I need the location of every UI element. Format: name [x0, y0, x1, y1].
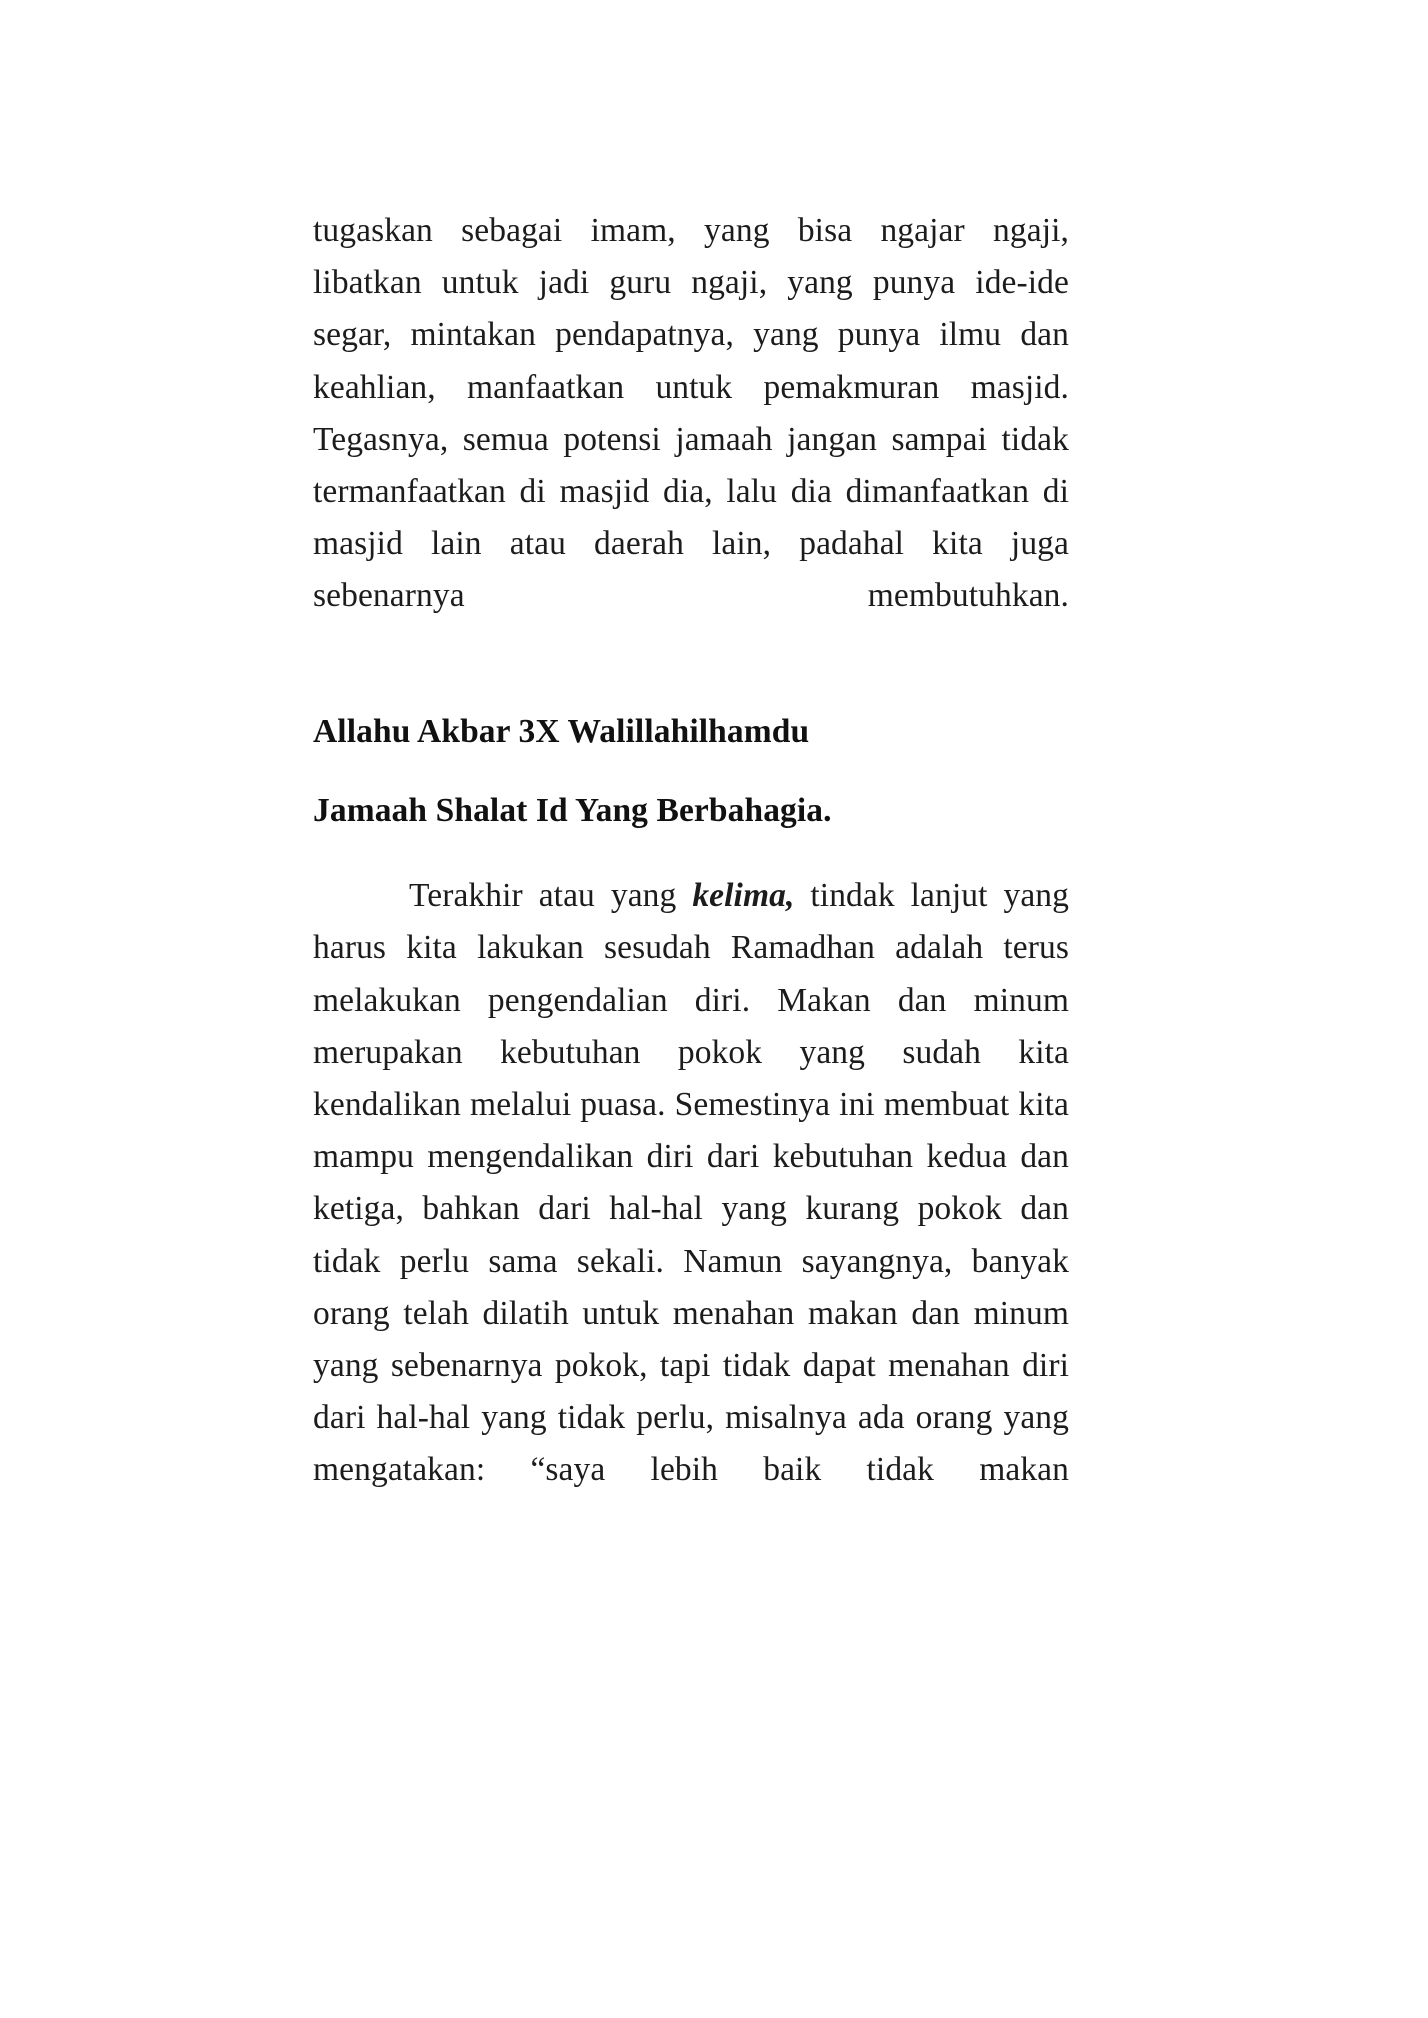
emphasis-kelima: kelima,	[692, 877, 795, 915]
text-column	[313, 205, 1069, 1549]
heading-takbir: Allahu Akbar 3X Walillahilhamdu	[313, 712, 810, 750]
paragraph-spacer	[313, 675, 1069, 706]
paragraph-kelima	[313, 870, 1069, 1549]
heading-spacer-two	[313, 837, 1069, 870]
paragraph-kelima-rest: tindak lanjut yang harus kita lakukan sesudah Ramadhan adalah terus melakukan pengendalian diri. Makan dan minum merupakan kebutuhan pokok yang sudah kita kendalikan melalui puasa. Semestinya ini membuat kita mampu mengendalikan diri dari kebutuhan kedua dan ketiga, bahkan dari hal-hal yang kurang pokok dan tidak perlu sama sekali. Namun sayangnya, banyak orang telah dilatih untuk menahan makan dan minum yang sebenarnya pokok, tapi tidak dapat menahan diri dari hal-hal yang tidak perlu, misalnya ada orang yang mengatakan: “saya lebih baik tidak makan	[313, 877, 1069, 1489]
heading-spacer-one	[313, 758, 1069, 785]
paragraph-kelima-lead: Terakhir atau yang	[409, 877, 693, 915]
paragraph-continuation: tugaskan sebagai imam, yang bisa ngajar ngaji, libatkan untuk jadi guru ngaji, yang punya ide-ide segar, mintakan pendapatnya, yang punya ilmu dan keahlian, manfaatkan untuk pemakmuran masjid. Tegasnya, semua potensi jamaah jangan sampai tidak termanfaatkan di masjid dia, lalu dia dimanfaatkan di masjid lain atau daerah lain, padahal kita juga sebenarnya membutuhkan.	[313, 212, 1069, 615]
heading-salutation: Jamaah Shalat Id Yang Berbahagia.	[313, 792, 832, 830]
